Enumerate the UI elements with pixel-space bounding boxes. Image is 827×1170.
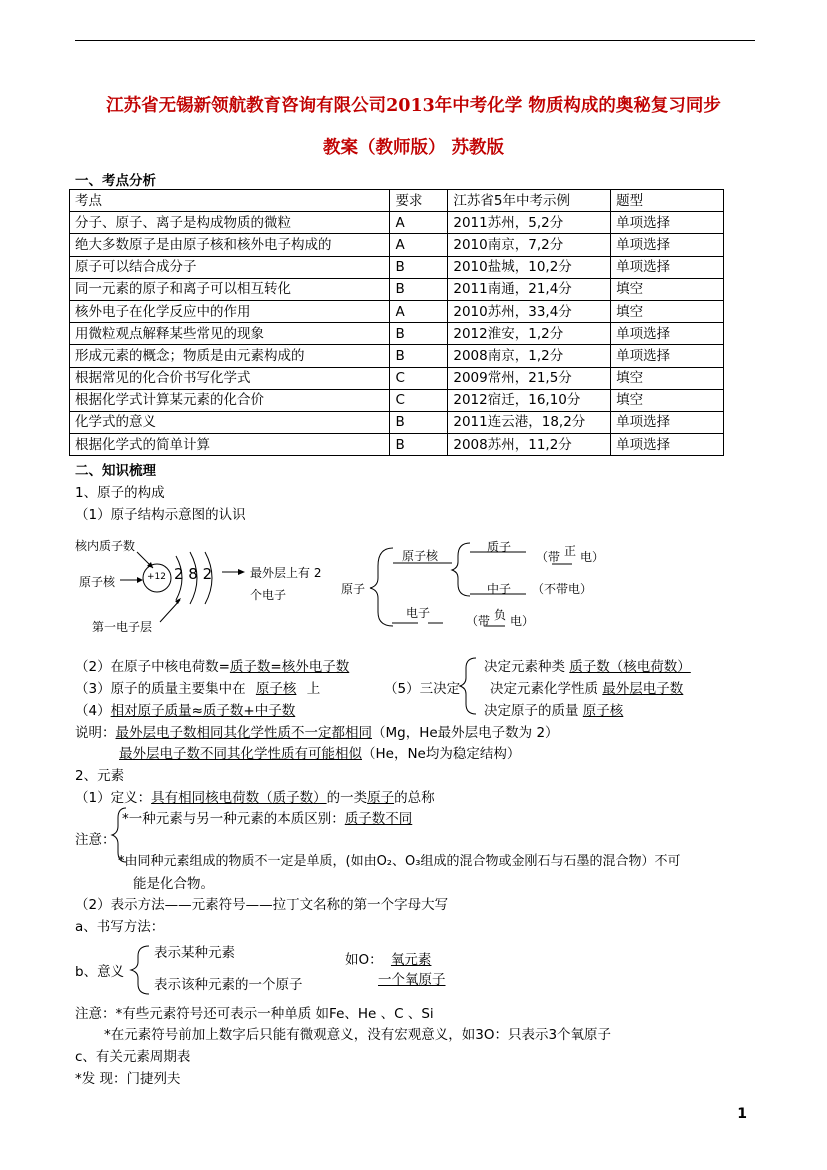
doc-title-line1: 江苏省无锡新领航教育咨询有限公司2013年中考化学 物质构成的奥秘复习同步 xyxy=(106,96,721,116)
page-number: 1 xyxy=(737,1106,747,1122)
table-cell: B xyxy=(390,323,448,345)
table-cell: B xyxy=(390,411,448,433)
table-cell: 填空 xyxy=(611,389,724,411)
electron-config: 2 8 2 xyxy=(174,565,213,583)
table-cell: A xyxy=(390,212,448,234)
table-cell: 单项选择 xyxy=(611,434,724,456)
table-cell: 2011连云港，18,2分 xyxy=(448,411,611,433)
meaning-line: 表示该种元素的一个原子 xyxy=(154,977,303,993)
table-cell: 填空 xyxy=(611,300,724,322)
point-4: （4）相对原子质量≈质子数+中子数 xyxy=(75,703,296,719)
table-cell: 2010苏州，33,4分 xyxy=(448,300,611,322)
table-cell: 2008南京，1,2分 xyxy=(448,345,611,367)
outer-layer-note: 个电子 xyxy=(250,588,287,602)
determine-row: 决定元素种类 质子数（核电荷数） xyxy=(484,659,691,675)
table-cell: 单项选择 xyxy=(611,323,724,345)
table-cell: 2012宿迁，16,10分 xyxy=(448,389,611,411)
table-cell: 根据常见的化合价书写化学式 xyxy=(70,367,390,389)
atom-label: 原子 xyxy=(341,582,366,596)
writing-method: a、书写方法： xyxy=(75,919,165,935)
table-cell: 单项选择 xyxy=(611,256,724,278)
definition: （1）定义：具有相同核电荷数（质子数）的一类原子的总称 xyxy=(75,790,435,806)
table-cell: 根据化学式计算某元素的化合价 xyxy=(70,389,390,411)
table-cell: 根据化学式的简单计算 xyxy=(70,434,390,456)
neutron-charge: （不带电） xyxy=(532,582,593,596)
notice-label: 注意： xyxy=(75,832,116,848)
determine-row: 决定元素化学性质 最外层电子数 xyxy=(490,681,684,697)
proton-charge: （带 正 电） xyxy=(536,544,605,564)
table-cell: 填空 xyxy=(611,278,724,300)
table-cell: 分子、原子、离子是构成物质的微粒 xyxy=(70,212,390,234)
table-cell: 单项选择 xyxy=(611,345,724,367)
meaning-example: 一个氧原子 xyxy=(378,972,446,988)
table-cell: 核外电子在化学反应中的作用 xyxy=(70,300,390,322)
representation: （2）表示方法——元素符号——拉丁文名称的第一个字母大写 xyxy=(75,897,449,913)
meaning-label: b、意义 xyxy=(75,964,125,980)
subheading: 1、原子的构成 xyxy=(75,485,165,501)
note-line: 注意：*有些元素符号还可表示一种单质 如Fe、He 、C 、Si xyxy=(75,1006,434,1022)
outer-layer-note: 最外层上有 2 xyxy=(250,566,322,580)
point-3: （3）原子的质量主要集中在 原子核 上 xyxy=(75,681,321,697)
table-cell: 原子可以结合成分子 xyxy=(70,256,390,278)
subheading: 2、元素 xyxy=(75,768,125,784)
proton-label: 质子 xyxy=(487,540,512,554)
electron-charge: （带 负 电） xyxy=(466,608,535,628)
table-cell: B xyxy=(390,434,448,456)
table-cell: 2011苏州，5,2分 xyxy=(448,212,611,234)
subheading: c、有关元素周期表 xyxy=(75,1049,191,1065)
table-cell: 2011南通，21,4分 xyxy=(448,278,611,300)
notice-line: 能是化合物。 xyxy=(133,876,214,892)
atom-nucleus-label: 原子核 xyxy=(402,549,439,563)
table-cell: 2010南京，7,2分 xyxy=(448,234,611,256)
table-cell: B xyxy=(390,256,448,278)
table-cell: 题型 xyxy=(611,190,724,212)
table-cell: C xyxy=(390,389,448,411)
table-cell: B xyxy=(390,278,448,300)
point-5-label: （5）三决定 xyxy=(384,681,461,697)
meaning-line: 表示某种元素 xyxy=(154,945,235,961)
first-layer-label: 第一电子层 xyxy=(92,620,153,634)
table-cell: 2008苏州，11,2分 xyxy=(448,434,611,456)
note-line: 说明：最外层电子数相同其化学性质不一定都相同（Mg，He最外层电子数为 2） xyxy=(75,725,559,741)
table-cell: 单项选择 xyxy=(611,411,724,433)
notice-line: *一种元素与另一种元素的本质区别：质子数不同 xyxy=(122,811,413,827)
table-cell: 化学式的意义 xyxy=(70,411,390,433)
note-line: 最外层电子数不同其化学性质有可能相似（He，Ne均为稳定结构） xyxy=(119,746,521,762)
table-cell: 单项选择 xyxy=(611,234,724,256)
table-cell: 要求 xyxy=(390,190,448,212)
point-2: （2）在原子中核电荷数=质子数=核外电子数 xyxy=(75,659,350,675)
table-cell: 用微粒观点解释某些常见的现象 xyxy=(70,323,390,345)
table-cell: 单项选择 xyxy=(611,212,724,234)
table-cell: B xyxy=(390,345,448,367)
table-cell: 2010盐城，10,2分 xyxy=(448,256,611,278)
table-cell: C xyxy=(390,367,448,389)
meaning-example: 如O： 氧元素 xyxy=(345,952,432,968)
nucleus-charge-label: 核内质子数 xyxy=(75,539,136,553)
section-heading: 一、考点分析 xyxy=(75,173,156,189)
note-line: *在元素符号前加上数字后只能有微观意义，没有宏观意义，如3O：只表示3个氧原子 xyxy=(104,1027,612,1043)
neutron-label: 中子 xyxy=(487,582,512,596)
table-cell: 考点 xyxy=(70,190,390,212)
table-cell: A xyxy=(390,300,448,322)
table-cell: 绝大多数原子是由原子核和核外电子构成的 xyxy=(70,234,390,256)
discoverer: *发 现：门捷列夫 xyxy=(75,1071,181,1087)
electron-label: 电子 xyxy=(406,606,431,620)
table-cell: 2009常州，21,5分 xyxy=(448,367,611,389)
table-cell: 形成元素的概念；物质是由元素构成的 xyxy=(70,345,390,367)
table-cell: 江苏省5年中考示例 xyxy=(448,190,611,212)
nucleus-charge: +12 xyxy=(147,572,166,582)
table-cell: 2012淮安，1,2分 xyxy=(448,323,611,345)
table-cell: 同一元素的原子和离子可以相互转化 xyxy=(70,278,390,300)
table-cell: A xyxy=(390,234,448,256)
doc-title-line2: 教案（教师版） 苏教版 xyxy=(322,138,505,158)
table-cell: 填空 xyxy=(611,367,724,389)
subheading: （1）原子结构示意图的认识 xyxy=(75,507,246,523)
nucleus-label: 原子核 xyxy=(79,575,116,589)
determine-row: 决定原子的质量 原子核 xyxy=(484,703,624,719)
notice-line: *由同种元素组成的物质不一定是单质，(如由O₂、O₃组成的混合物或金刚石与石墨的混合物）不可 xyxy=(118,854,681,869)
section-heading: 二、知识梳理 xyxy=(75,463,156,479)
